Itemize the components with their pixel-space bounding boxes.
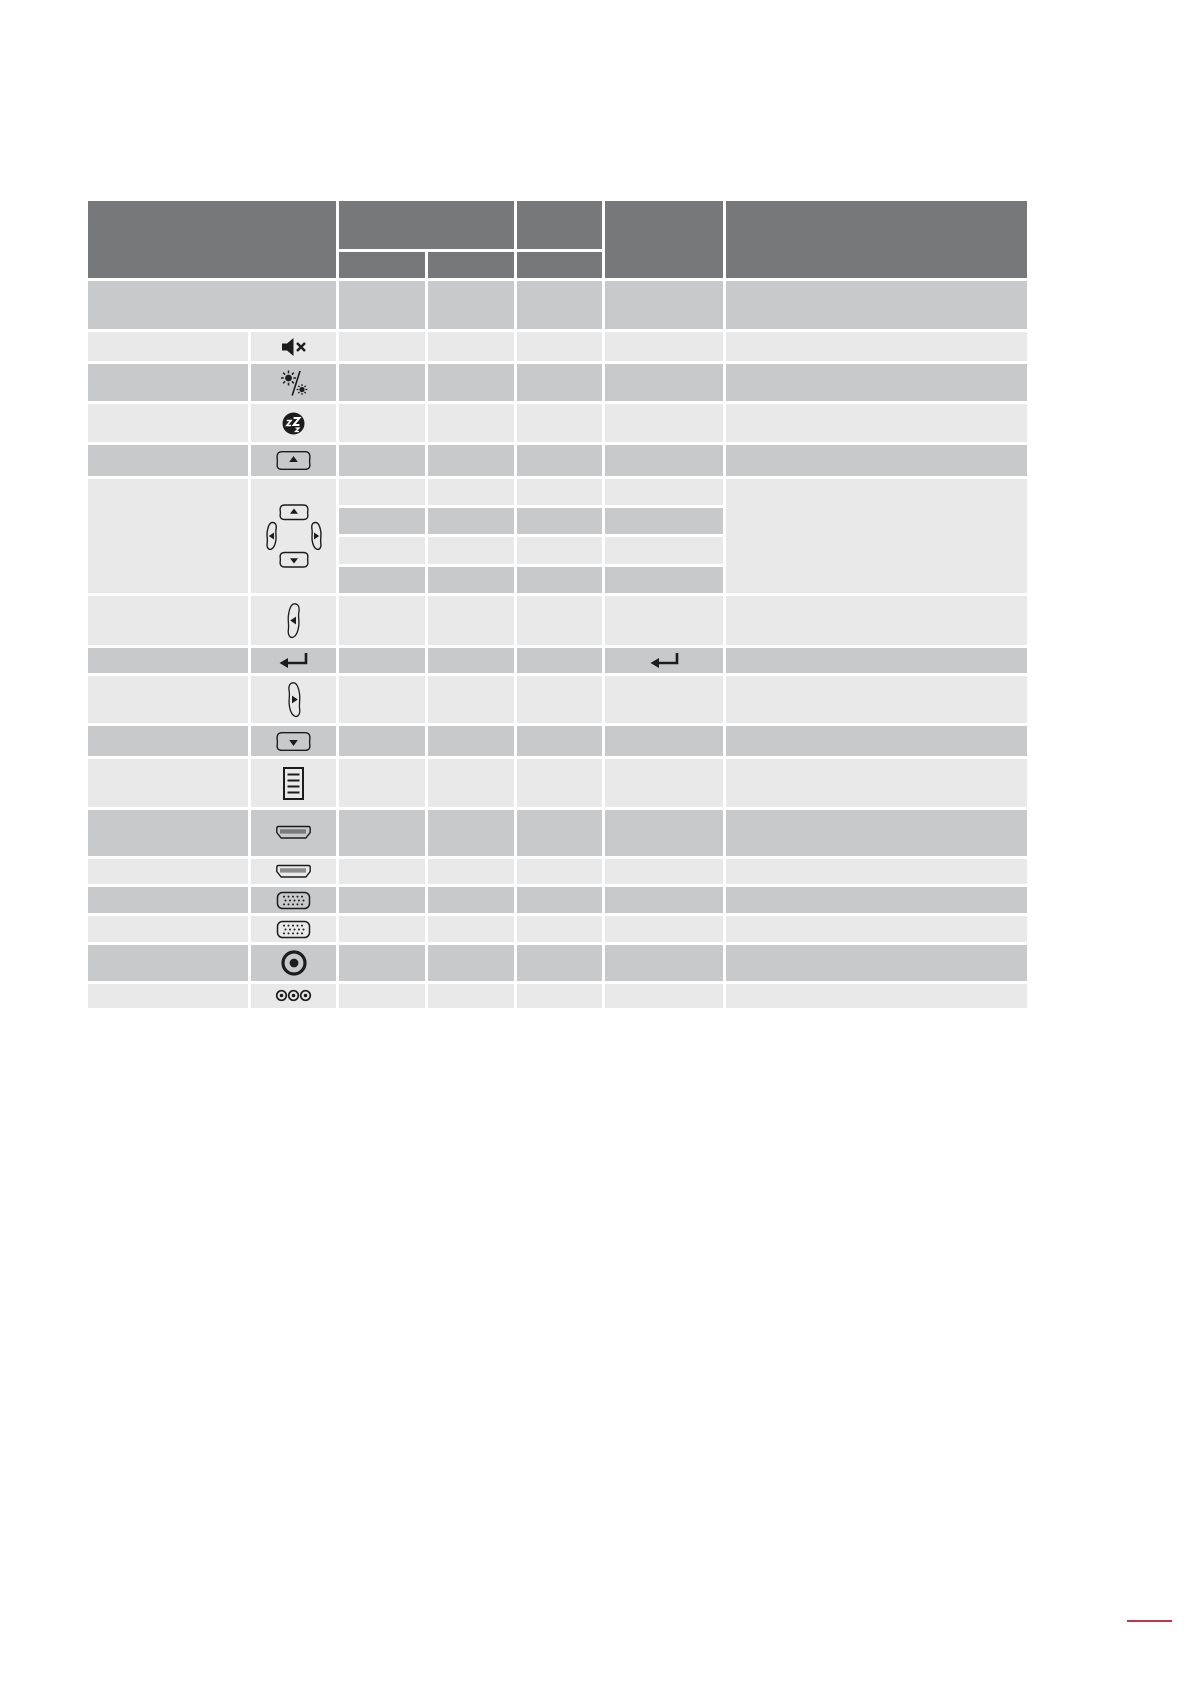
cell-hdmi-2-label <box>88 859 248 884</box>
left-key-icon <box>285 602 303 639</box>
cell-brightness-mode-description <box>726 364 1027 401</box>
cell-component-video-col2 <box>428 984 514 1008</box>
cell-intro-col4 <box>605 281 723 329</box>
cell-brightness-mode-col1 <box>339 364 425 401</box>
cell-left-key-icon <box>251 596 336 645</box>
table-header <box>88 201 1027 278</box>
cell-four-directions-sub1-col4 <box>605 479 723 505</box>
table-row-right-key <box>88 676 1027 723</box>
cell-right-key-col3 <box>517 676 602 723</box>
cell-right-key-label <box>88 676 248 723</box>
cell-right-key-description <box>726 676 1027 723</box>
cell-component-video-icon <box>251 984 336 1008</box>
cell-down-key-description <box>726 726 1027 756</box>
cell-menu-description <box>726 759 1027 807</box>
cell-vga-1-description <box>726 887 1027 913</box>
table-row-hdmi-1 <box>88 810 1027 856</box>
cell-mute-col1 <box>339 332 425 361</box>
header-sub-cell-1 <box>339 252 425 278</box>
table-row-brightness-mode <box>88 364 1027 401</box>
cell-four-directions-sub4-col2 <box>428 567 514 593</box>
table-row-intro <box>88 281 1027 329</box>
table-row-four-directions-sub1 <box>88 479 1027 505</box>
cell-hdmi-2-icon <box>251 859 336 884</box>
four-arrows-icon <box>262 502 326 570</box>
cell-hdmi-2-description <box>726 859 1027 884</box>
cell-vga-2-description <box>726 916 1027 942</box>
cell-hdmi-1-col2 <box>428 810 514 856</box>
cell-down-key-icon <box>251 726 336 756</box>
cell-composite-video-icon <box>251 945 336 981</box>
cell-component-video-label <box>88 984 248 1008</box>
cell-four-directions-sub4-col3 <box>517 567 602 593</box>
table-row-vga-1 <box>88 887 1027 913</box>
vga-icon <box>276 920 311 939</box>
cell-enter-description <box>726 648 1027 673</box>
table-row-left-key <box>88 596 1027 645</box>
rca-icon <box>280 949 308 977</box>
cell-component-video-col1 <box>339 984 425 1008</box>
cell-hdmi-2-col3 <box>517 859 602 884</box>
cell-left-key-label <box>88 596 248 645</box>
cell-vga-1-col2 <box>428 887 514 913</box>
cell-intro-col3 <box>517 281 602 329</box>
table-row-mute <box>88 332 1027 361</box>
table-row-hdmi-2 <box>88 859 1027 884</box>
table-row-down-key <box>88 726 1027 756</box>
cell-four-directions-sub3-col1 <box>339 537 425 564</box>
cell-hdmi-1-col3 <box>517 810 602 856</box>
cell-intro-col2 <box>428 281 514 329</box>
cell-right-key-col4 <box>605 676 723 723</box>
hdmi-icon <box>275 825 312 840</box>
cell-hdmi-1-label <box>88 810 248 856</box>
cell-enter-icon <box>251 648 336 673</box>
cell-hdmi-1-col1 <box>339 810 425 856</box>
cell-down-key-label <box>88 726 248 756</box>
cell-composite-video-col3 <box>517 945 602 981</box>
cell-hdmi-2-col2 <box>428 859 514 884</box>
cell-sleep-timer-icon <box>251 404 336 442</box>
cell-intro-col1 <box>339 281 425 329</box>
cell-composite-video-col1 <box>339 945 425 981</box>
cell-composite-video-label <box>88 945 248 981</box>
cell-up-key-col3 <box>517 445 602 476</box>
cell-four-directions-sub1-col3 <box>517 479 602 505</box>
cell-right-key-icon <box>251 676 336 723</box>
cell-four-directions-sub2-col1 <box>339 508 425 534</box>
remote-codes-table <box>85 198 1030 1011</box>
cell-intro-label <box>88 281 336 329</box>
enter-icon <box>649 651 680 671</box>
cell-four-directions-icon <box>251 479 336 593</box>
cell-vga-2-icon <box>251 916 336 942</box>
cell-up-key-description <box>726 445 1027 476</box>
cell-four-directions-sub4-col1 <box>339 567 425 593</box>
table-row-enter <box>88 648 1027 673</box>
cell-mute-icon <box>251 332 336 361</box>
cell-vga-1-col1 <box>339 887 425 913</box>
cell-intro-description <box>726 281 1027 329</box>
cell-vga-1-icon <box>251 887 336 913</box>
component-icon <box>275 989 312 1002</box>
cell-four-directions-sub2-col4 <box>605 508 723 534</box>
cell-composite-video-col2 <box>428 945 514 981</box>
cell-component-video-col3 <box>517 984 602 1008</box>
cell-sleep-timer-label <box>88 404 248 442</box>
cell-four-directions-sub4-col4 <box>605 567 723 593</box>
cell-four-directions-sub2-col2 <box>428 508 514 534</box>
cell-composite-video-col4 <box>605 945 723 981</box>
table-row-component-video <box>88 984 1027 1008</box>
cell-sleep-timer-col1 <box>339 404 425 442</box>
cell-four-directions-sub1-col1 <box>339 479 425 505</box>
cell-down-key-col1 <box>339 726 425 756</box>
cell-left-key-col2 <box>428 596 514 645</box>
cell-vga-2-label <box>88 916 248 942</box>
header-merged-group-cell <box>339 201 514 249</box>
cell-brightness-mode-label <box>88 364 248 401</box>
up-key-icon <box>275 450 312 471</box>
menu-icon <box>280 766 307 801</box>
cell-brightness-mode-col4 <box>605 364 723 401</box>
header-merged-left-cell <box>88 201 336 278</box>
cell-up-key-icon <box>251 445 336 476</box>
cell-enter-printing-key <box>605 648 723 673</box>
cell-vga-2-col2 <box>428 916 514 942</box>
cell-four-directions-sub1-col2 <box>428 479 514 505</box>
cell-menu-col3 <box>517 759 602 807</box>
cell-four-directions-description <box>726 479 1027 593</box>
cell-up-key-col2 <box>428 445 514 476</box>
table-row-composite-video <box>88 945 1027 981</box>
cell-four-directions-label <box>88 479 248 593</box>
table-body <box>88 281 1027 1008</box>
cell-left-key-col3 <box>517 596 602 645</box>
cell-mute-description <box>726 332 1027 361</box>
cell-four-directions-sub2-col3 <box>517 508 602 534</box>
cell-sleep-timer-description <box>726 404 1027 442</box>
cell-left-key-description <box>726 596 1027 645</box>
cell-menu-col2 <box>428 759 514 807</box>
cell-up-key-col4 <box>605 445 723 476</box>
cell-menu-label <box>88 759 248 807</box>
vga-icon <box>276 891 311 910</box>
down-key-icon <box>275 731 312 752</box>
cell-vga-1-col3 <box>517 887 602 913</box>
mute-icon <box>280 337 307 357</box>
cell-right-key-col1 <box>339 676 425 723</box>
cell-vga-2-col3 <box>517 916 602 942</box>
footer-accent-rule <box>1127 1620 1172 1622</box>
cell-menu-icon <box>251 759 336 807</box>
cell-four-directions-sub3-col4 <box>605 537 723 564</box>
cell-left-key-col4 <box>605 596 723 645</box>
cell-sleep-timer-col4 <box>605 404 723 442</box>
cell-hdmi-2-col4 <box>605 859 723 884</box>
cell-up-key-label <box>88 445 248 476</box>
cell-menu-col4 <box>605 759 723 807</box>
cell-brightness-mode-col3 <box>517 364 602 401</box>
cell-right-key-col2 <box>428 676 514 723</box>
sleep-timer-icon <box>281 411 306 436</box>
cell-component-video-col4 <box>605 984 723 1008</box>
cell-vga-2-col4 <box>605 916 723 942</box>
cell-enter-label <box>88 648 248 673</box>
cell-left-key-col1 <box>339 596 425 645</box>
cell-enter-col1 <box>339 648 425 673</box>
table-row-up-key <box>88 445 1027 476</box>
cell-composite-video-description <box>726 945 1027 981</box>
cell-four-directions-sub3-col2 <box>428 537 514 564</box>
cell-enter-col2 <box>428 648 514 673</box>
cell-up-key-col1 <box>339 445 425 476</box>
cell-mute-col2 <box>428 332 514 361</box>
header-tall-right-cell-1 <box>605 201 723 278</box>
cell-mute-label <box>88 332 248 361</box>
cell-mute-col4 <box>605 332 723 361</box>
cell-hdmi-1-description <box>726 810 1027 856</box>
cell-menu-col1 <box>339 759 425 807</box>
header-sub-cell-2 <box>428 252 514 278</box>
cell-enter-col3 <box>517 648 602 673</box>
cell-sleep-timer-col3 <box>517 404 602 442</box>
cell-four-directions-sub3-col3 <box>517 537 602 564</box>
brightness-icon <box>279 369 309 397</box>
hdmi-icon <box>275 864 312 879</box>
enter-icon <box>278 651 309 671</box>
table-row-sleep-timer <box>88 404 1027 442</box>
cell-down-key-col2 <box>428 726 514 756</box>
header-tall-right-cell-2 <box>726 201 1027 278</box>
cell-hdmi-1-col4 <box>605 810 723 856</box>
table-row-vga-2 <box>88 916 1027 942</box>
cell-mute-col3 <box>517 332 602 361</box>
cell-component-video-description <box>726 984 1027 1008</box>
table-row-menu <box>88 759 1027 807</box>
cell-vga-1-col4 <box>605 887 723 913</box>
cell-hdmi-2-col1 <box>339 859 425 884</box>
cell-sleep-timer-col2 <box>428 404 514 442</box>
cell-brightness-mode-icon <box>251 364 336 401</box>
cell-vga-1-label <box>88 887 248 913</box>
right-key-icon <box>285 681 303 718</box>
cell-down-key-col3 <box>517 726 602 756</box>
cell-hdmi-1-icon <box>251 810 336 856</box>
cell-down-key-col4 <box>605 726 723 756</box>
cell-vga-2-col1 <box>339 916 425 942</box>
cell-brightness-mode-col2 <box>428 364 514 401</box>
header-narrow-top-cell <box>517 201 602 249</box>
header-sub-cell-3 <box>517 252 602 278</box>
